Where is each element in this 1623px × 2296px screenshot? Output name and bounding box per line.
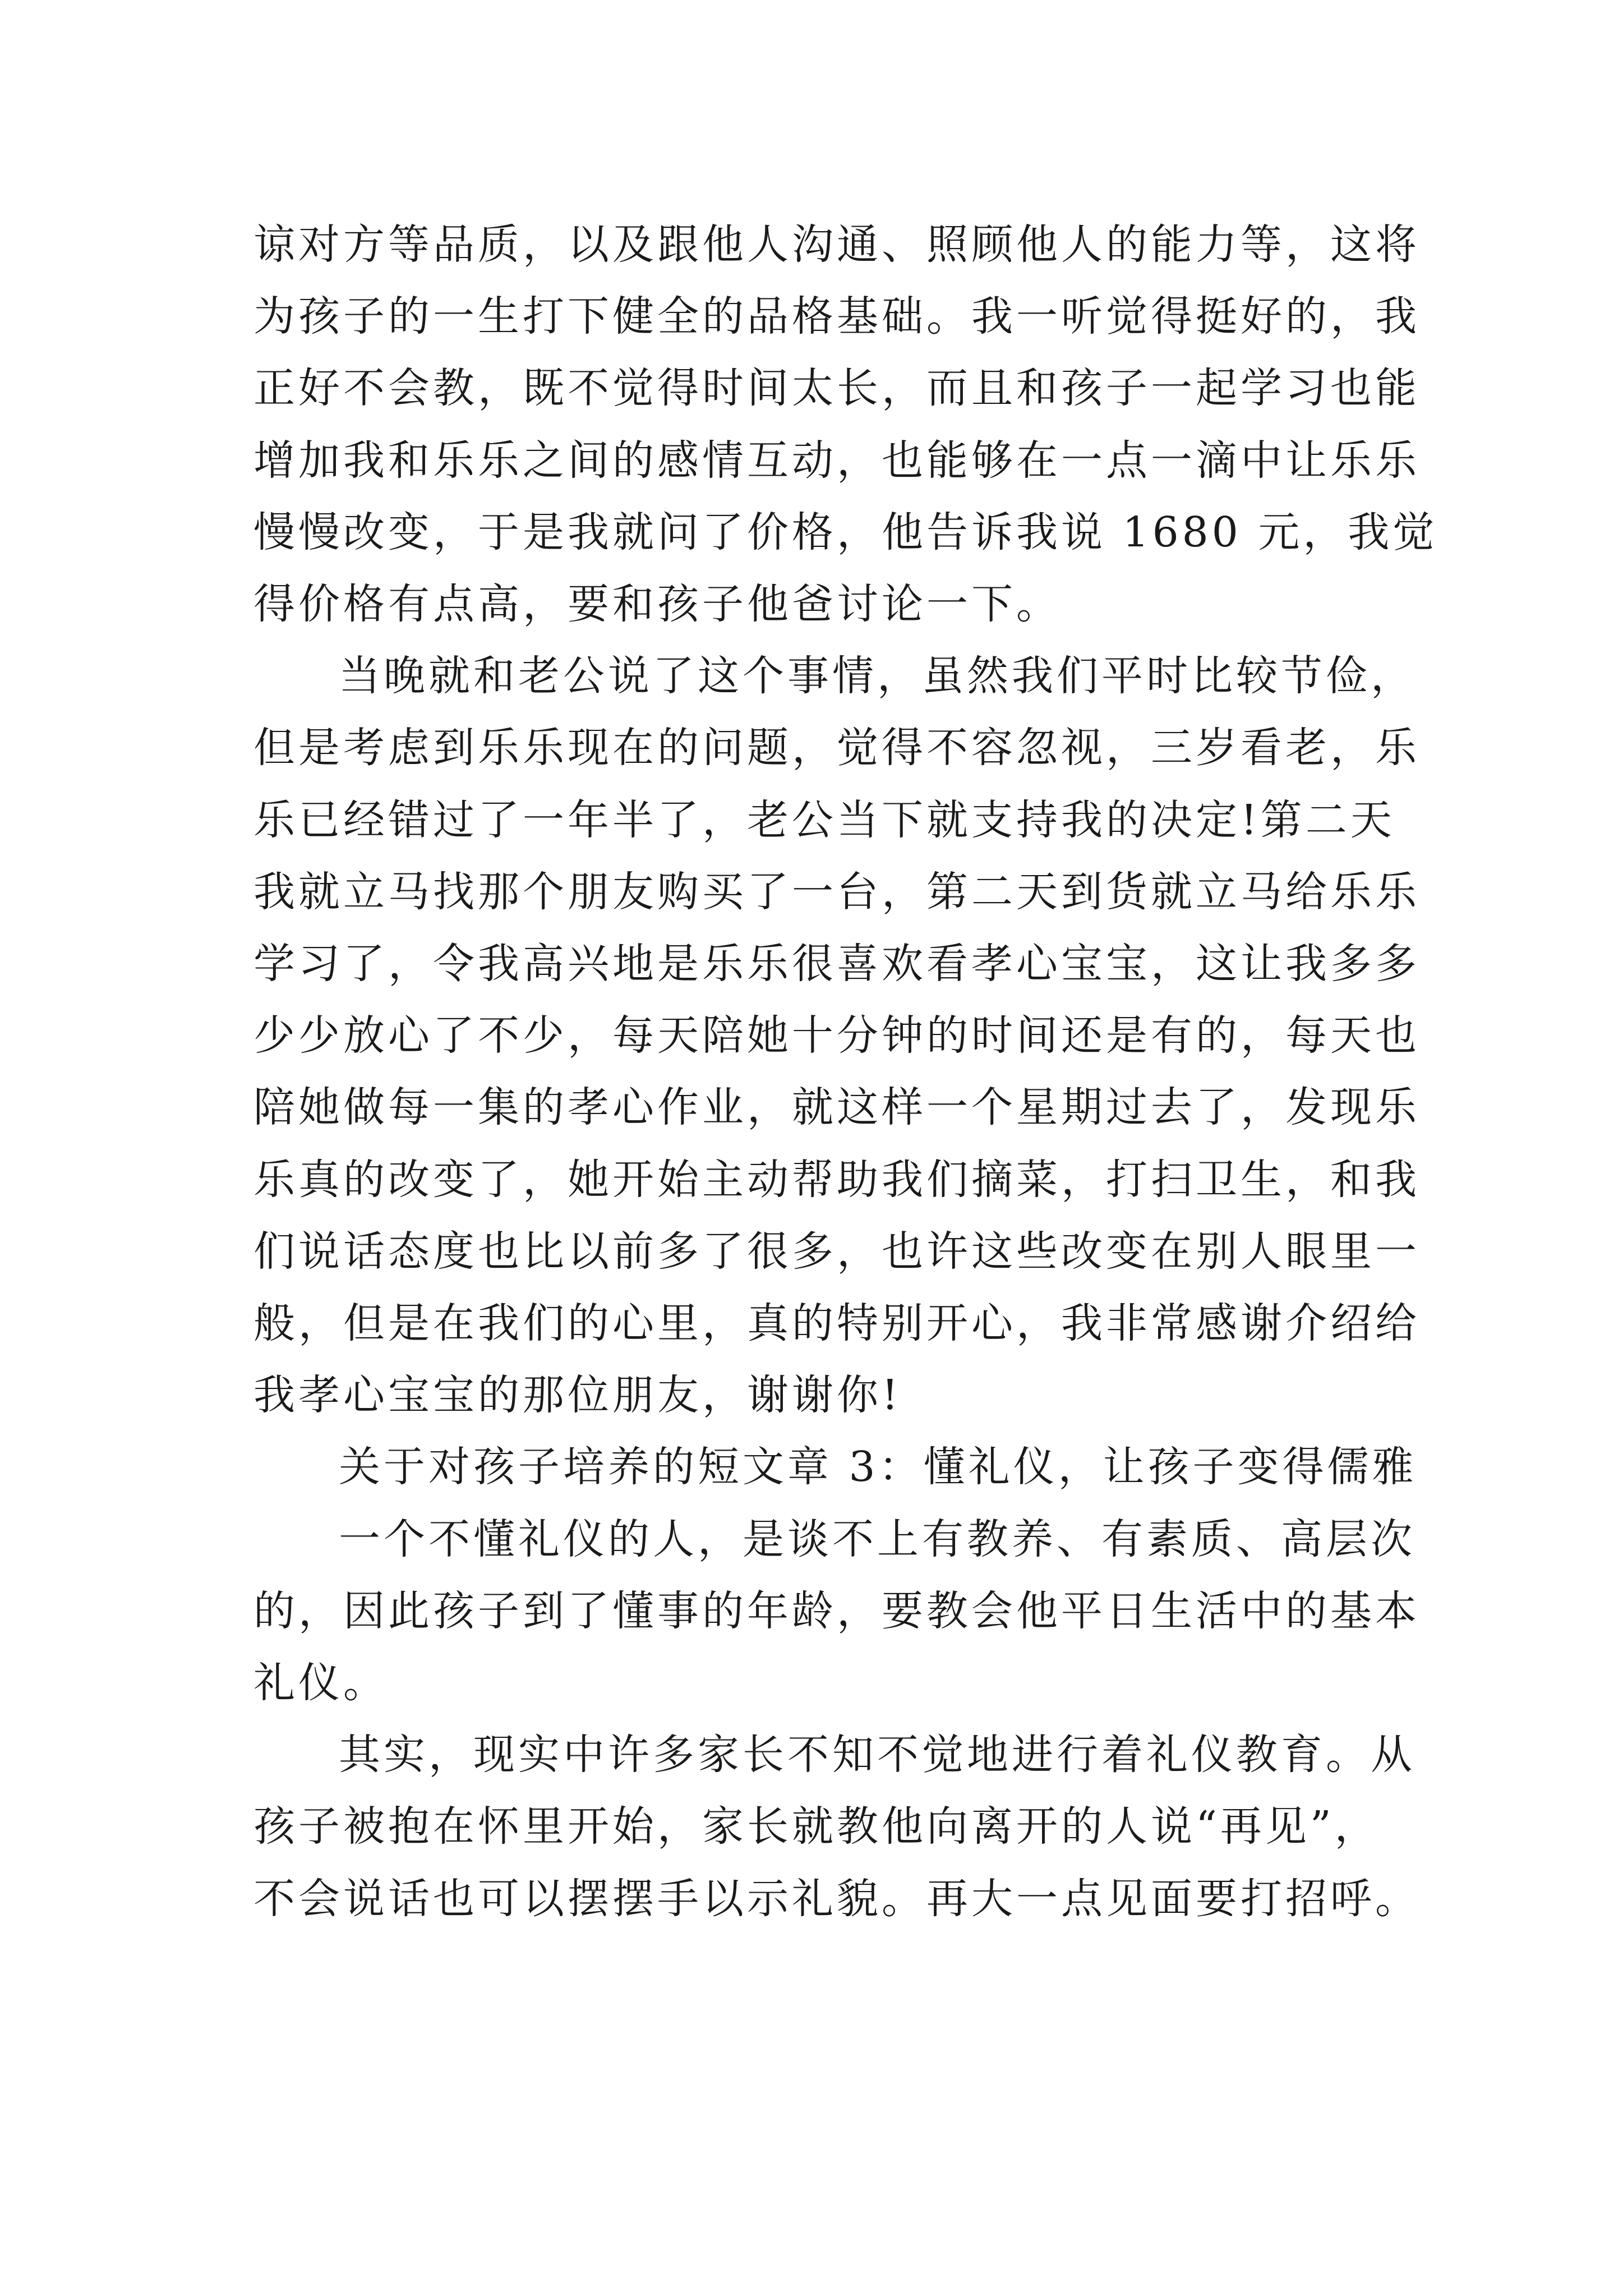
- text-line: 我孝心宝宝的那位朋友，谢谢你!: [253, 1371, 902, 1420]
- text-line: 我就立马找那个朋友购买了一台，第二天到货就立马给乐乐: [253, 867, 1420, 916]
- heading-line: 关于对孩子培养的短文章 3：懂礼仪，让孩子变得儒雅: [339, 1443, 1417, 1492]
- text-line: 但是考虑到乐乐现在的问题，觉得不容忽视，三岁看老，乐: [253, 724, 1420, 772]
- text-line: 的，因此孩子到了懂事的年龄，要教会他平日生活中的基本: [253, 1586, 1420, 1635]
- text-line: 孩子被抱在怀里开始，家长就教他向离开的人说“再见”，: [253, 1802, 1380, 1851]
- paragraph-2: [253, 640, 1420, 1431]
- paragraph-1: [253, 209, 1438, 640]
- text-line: 一个不懂礼仪的人，是谈不上有教养、有素质、高层次: [339, 1515, 1415, 1563]
- text-line: 当晚就和老公说了这个事情，虽然我们平时比较节俭，: [339, 652, 1415, 701]
- text-line: 其实，现实中许多家长不知不觉地进行着礼仪教育。从: [339, 1731, 1415, 1779]
- text-line: 礼仪。: [253, 1659, 388, 1708]
- section-heading: [253, 1431, 1417, 1503]
- paragraph-4: [253, 1719, 1420, 1935]
- text-line: 谅对方等品质，以及跟他人沟通、照顾他人的能力等，这将: [253, 220, 1420, 269]
- text-line: 学习了，令我高兴地是乐乐很喜欢看孝心宝宝，这让我多多: [253, 940, 1420, 988]
- text-line: 正好不会教，既不觉得时间太长，而且和孩子一起学习也能: [253, 364, 1420, 413]
- text-line: 不会说话也可以摆摆手以示礼貌。再大一点见面要打招呼。: [253, 1874, 1420, 1923]
- text-line: 为孩子的一生打下健全的品格基础。我一听觉得挺好的，我: [253, 292, 1420, 341]
- text-line: 乐真的改变了，她开始主动帮助我们摘菜，打扫卫生，和我: [253, 1155, 1420, 1204]
- text-line: 般，但是在我们的心里，真的特别开心，我非常感谢介绍给: [253, 1299, 1420, 1348]
- document-body: [253, 209, 1438, 1935]
- text-line: 少少放心了不少，每天陪她十分钟的时间还是有的，每天也: [253, 1011, 1420, 1060]
- text-line: 慢慢改变，于是我就问了价格，他告诉我说 1680 元，我觉: [253, 508, 1438, 556]
- text-line: 得价格有点高，要和孩子他爸讨论一下。: [253, 580, 1061, 629]
- text-line: 陪她做每一集的孝心作业，就这样一个星期过去了，发现乐: [253, 1083, 1420, 1132]
- text-line: 们说话态度也比以前多了很多，也许这些改变在别人眼里一: [253, 1227, 1420, 1276]
- text-line: 乐已经错过了一年半了，老公当下就支持我的决定!第二天: [253, 795, 1395, 844]
- text-line: 增加我和乐乐之间的感情互动，也能够在一点一滴中让乐乐: [253, 436, 1420, 485]
- paragraph-3: [253, 1503, 1420, 1719]
